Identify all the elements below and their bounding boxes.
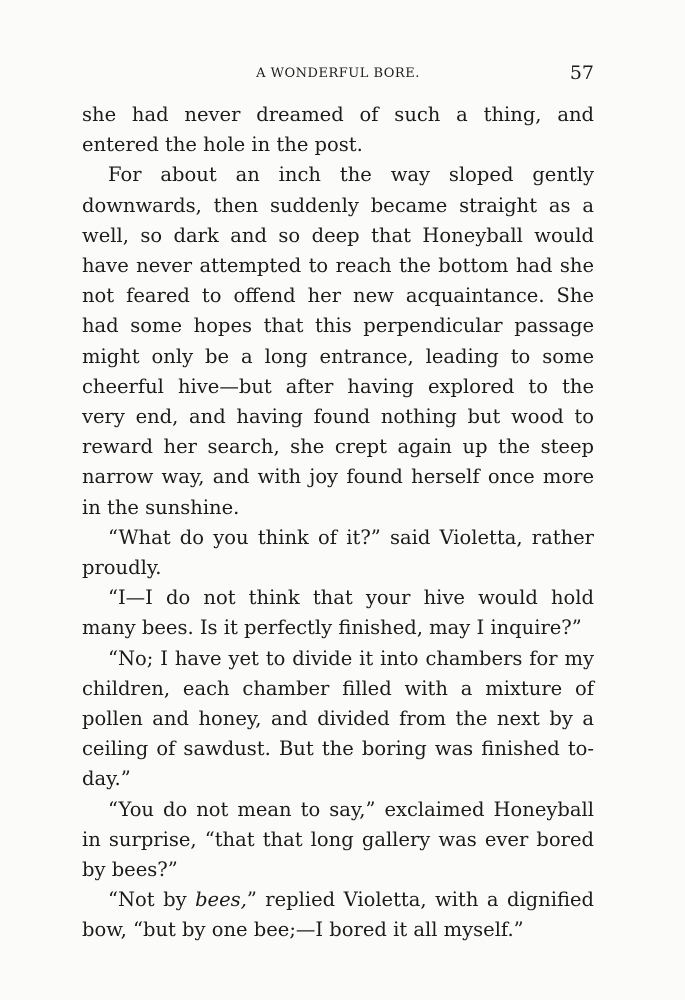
running-title: A WONDERFUL BORE. [256,66,420,81]
paragraph-6: “You do not mean to say,” exclaimed Honeyball in surprise, “that that long gallery was ever bored by bees?” [82,797,594,882]
page-number: 57 [569,62,594,84]
paragraph-7 [82,885,594,945]
paragraph-3: “What do you think of it?” said Violetta, rather proudly. [82,525,594,580]
paragraph-7-open: “Not by [108,888,196,912]
paragraph-1: she had never dreamed of such a thing, and entered the hole in the post. [82,103,594,157]
paragraph-7-emphasis: bees, [195,888,247,912]
paragraph-4: “I—I do not think that your hive would hold many bees. Is it perfectly finished, may I inquire?” [82,586,594,640]
running-head [82,62,594,88]
body-text [82,100,594,946]
paragraph-2: For about an inch the way sloped gently downwards, then suddenly became straight as a well, so dark and so deep that Honeyball would have never attempted to reach the bottom had she not feared to offend her new acquaintance. She had some hopes that this perpendicular passage might only be a long entrance, leading to some cheerful hive—but after having explored to the very end, and having found nothing but wood to reward her search, she crept again up the steep narrow way, and with joy found herself once more in the sunshine. [82,163,594,519]
paragraph-5: “No; I have yet to divide it into chambers for my children, each chamber filled with a mixture of pollen and honey, and divided from the next by a ceiling of sawdust. But the boring was finished to-day.” [82,646,594,791]
paragraph-7-close: ” replied Violetta, with a dignified bow, “but by one bee;—I bored it all myself.” [82,888,594,942]
